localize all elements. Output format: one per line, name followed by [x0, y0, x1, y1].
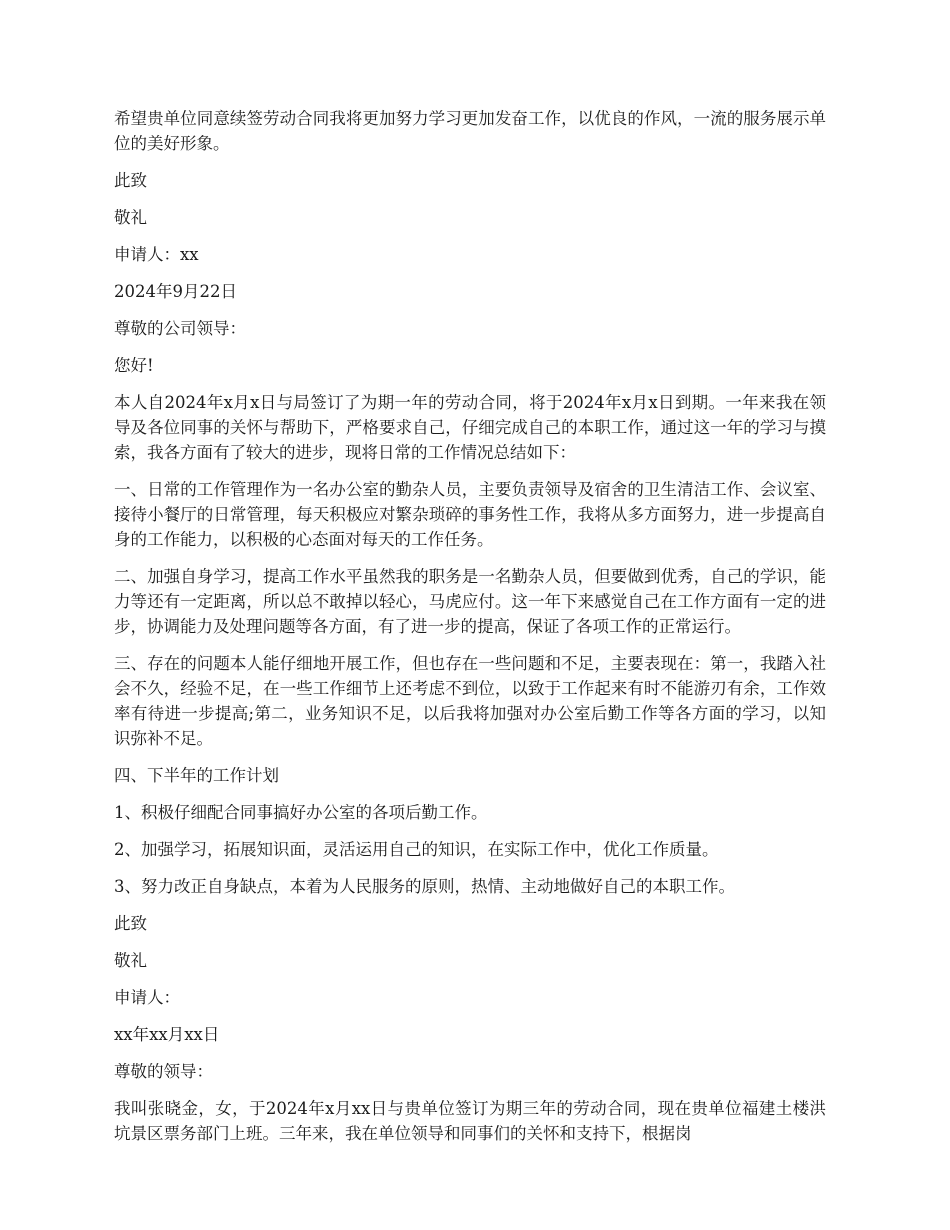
- salutation-leaders: 尊敬的领导：: [114, 1062, 213, 1081]
- salutation-company-leaders: 尊敬的公司领导：: [114, 319, 246, 338]
- greeting: 您好!: [114, 356, 154, 375]
- date-1: 2024年9月22日: [114, 282, 237, 301]
- plan-item-2: 2、加强学习，拓展知识面，灵活运用自己的知识，在实际工作中，优化工作质量。: [114, 840, 719, 859]
- document-body: [114, 106, 826, 1158]
- closing-jingli-1: 敬礼: [114, 208, 147, 227]
- paragraph-section-3: 三、存在的问题本人能仔细地开展工作，但也存在一些问题和不足，主要表现在：第一，我踏入社会不久，经验不足，在一些工作细节上还考虑不到位，以致于工作起来有时不能游刃有余，工作效率有待进一步提高;第二，业务知识不足，以后我将加强对办公室后勤工作等各方面的学习，以知识弥补不足。: [114, 654, 826, 748]
- applicant-1: 申请人：xx: [114, 245, 199, 264]
- paragraph-intro: 本人自2024年x月x日与局签订了为期一年的劳动合同，将于2024年x月x日到期。一年来我在领导及各位同事的关怀与帮助下，严格要求自己，仔细完成自己的本职工作，通过这一年的学习与摸索，我各方面有了较大的进步，现将日常的工作情况总结如下：: [114, 393, 826, 462]
- paragraph-section-2: 二、加强自身学习，提高工作水平虽然我的职务是一名勤杂人员，但要做到优秀，自己的学识，能力等还有一定距离，所以总不敢掉以轻心，马虎应付。这一年下来感觉自己在工作方面有一定的进步，协调能力及处理问题等各方面，有了进一步的提高，保证了各项工作的正常运行。: [114, 567, 826, 636]
- paragraph-renewal-hope: 希望贵单位同意续签劳动合同我将更加努力学习更加发奋工作，以优良的作风，一流的服务展示单位的美好形象。: [114, 109, 826, 153]
- heading-section-4: 四、下半年的工作计划: [114, 766, 279, 785]
- applicant-2: 申请人：: [114, 988, 180, 1007]
- plan-item-1: 1、积极仔细配合同事搞好办公室的各项后勤工作。: [114, 803, 488, 822]
- closing-jingli-2: 敬礼: [114, 951, 147, 970]
- closing-cizhi-2: 此致: [114, 914, 147, 933]
- paragraph-third-letter: 我叫张晓金，女，于2024年x月xx日与贵单位签订为期三年的劳动合同，现在贵单位福建土楼洪坑景区票务部门上班。三年来，我在单位领导和同事们的关怀和支持下，根据岗: [114, 1099, 826, 1143]
- paragraph-section-1: 一、日常的工作管理作为一名办公室的勤杂人员，主要负责领导及宿舍的卫生清洁工作、会议室、接待小餐厅的日常管理，每天积极应对繁杂琐碎的事务性工作，我将从多方面努力，进一步提高自身的工作能力，以积极的心态面对每天的工作任务。: [114, 480, 826, 549]
- date-2: xx年xx月xx日: [114, 1025, 220, 1044]
- closing-cizhi-1: 此致: [114, 171, 147, 190]
- plan-item-3: 3、努力改正自身缺点，本着为人民服务的原则，热情、主动地做好自己的本职工作。: [114, 877, 735, 896]
